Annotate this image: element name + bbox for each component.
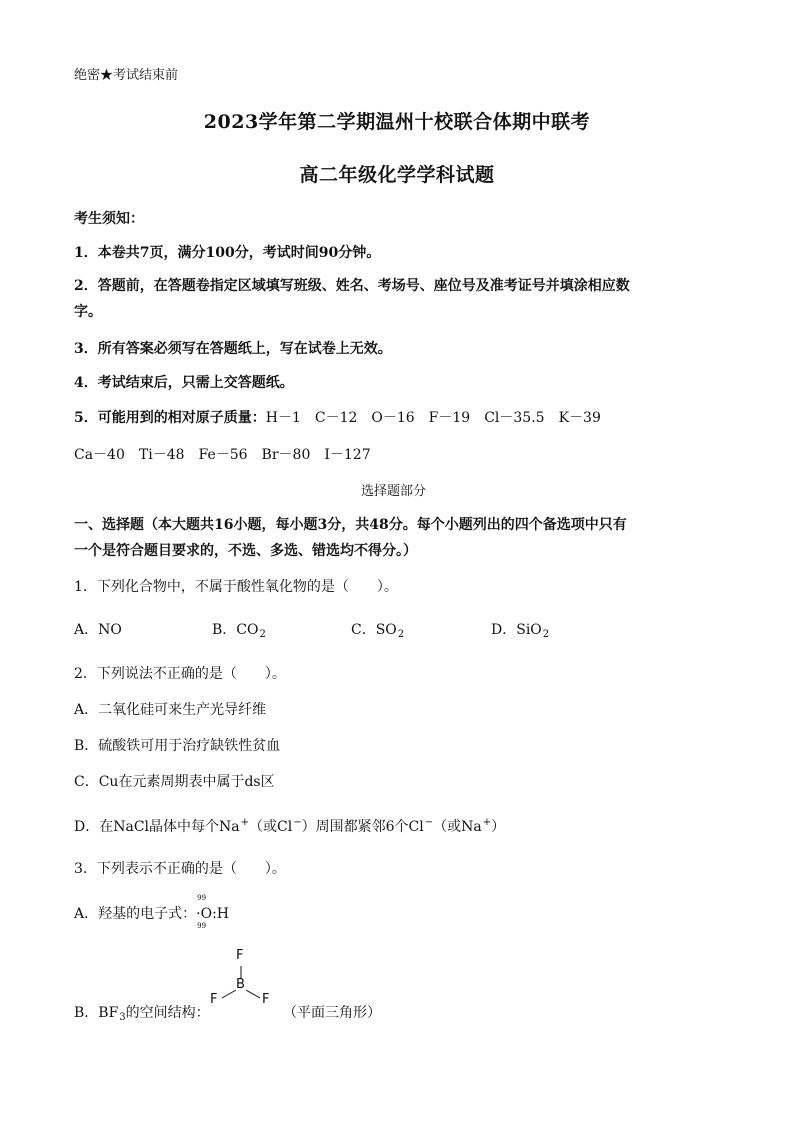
atomic-masses-line-2: Ca－40 Ti－48 Fe－56 Br－80 I－127 (74, 447, 371, 463)
section-label: 选择题部分 (361, 484, 427, 499)
q2-option-b: B．硫酸铁可用于治疗缺铁性贫血 (74, 738, 281, 754)
notice-item-2: 2．答题前，在答题卷指定区域填写班级、姓名、考场号、座位号及准考证号并填涂相应数 (74, 278, 630, 294)
q3-option-b: B．$BF_3$的空间结构： (74, 1005, 210, 1023)
bf3-atom-f-right: F (262, 992, 270, 1007)
notice-item-5 (74, 407, 601, 427)
notice-item-5-label: 5．可能用到的相对原子质量： (74, 410, 266, 426)
exam-title: 2023学年第二学期温州十校联合体期中联考 (203, 111, 591, 133)
q1-option-c: C．$SO_2$ (351, 622, 405, 640)
q2-option-c: C．Cu在元素周期表中属于ds区 (74, 774, 275, 790)
q1-option-a: A．NO (74, 622, 122, 638)
q3-option-b-suffix: （平面三角形） (283, 1005, 381, 1021)
notice-heading: 考生须知： (74, 211, 144, 227)
confidential-mark: 绝密★考试结束前 (74, 68, 179, 83)
q1-option-b: B．$CO_2$ (212, 622, 266, 640)
q2-option-d: D．在NaCl晶体中每个Na+（或Cl−）周围都紧邻6个Cl−（或Na+） (74, 817, 506, 835)
bf3-atom-b: B (236, 977, 245, 992)
bf3-atom-f-top: F (236, 948, 244, 963)
section-instruction-1: 一、选择题（本大题共16小题，每小题3分，共48分。每个小题列出的四个备选项中只有 (74, 517, 627, 533)
q1-option-d: D．SiO$_2$ (491, 622, 550, 640)
notice-item-1: 1．本卷共7页，满分100分，考试时间90分钟。 (74, 245, 381, 261)
q3-stem: 3．下列表示不正确的是（ ）。 (74, 861, 286, 877)
notice-item-4: 4．考试结束后，只需上交答题纸。 (74, 375, 294, 391)
hydroxyl-electron-formula: 99 ·O 99 (196, 894, 213, 930)
atomic-masses-line-1: H－1 C－12 O－16 F－19 Cl－35.5 K－39 (265, 410, 601, 426)
q3-option-a: A．羟基的电子式： 99 ·O 99 :H (74, 894, 229, 930)
bf3-atom-f-left: F (210, 992, 218, 1007)
notice-item-3: 3．所有答案必须写在答题纸上，写在试卷上无效。 (74, 341, 392, 357)
q1-stem: 1．下列化合物中，不属于酸性氧化物的是（ ）。 (74, 579, 398, 595)
exam-subtitle: 高二年级化学学科试题 (299, 164, 495, 186)
notice-item-2-cont: 字。 (74, 304, 102, 320)
q2-stem: 2．下列说法不正确的是（ ）。 (74, 666, 286, 682)
section-instruction-2: 一个是符合题目要求的，不选、多选、错选均不得分。） (74, 543, 417, 559)
q2-option-a: A．二氧化硅可来生产光导纤维 (74, 702, 267, 718)
